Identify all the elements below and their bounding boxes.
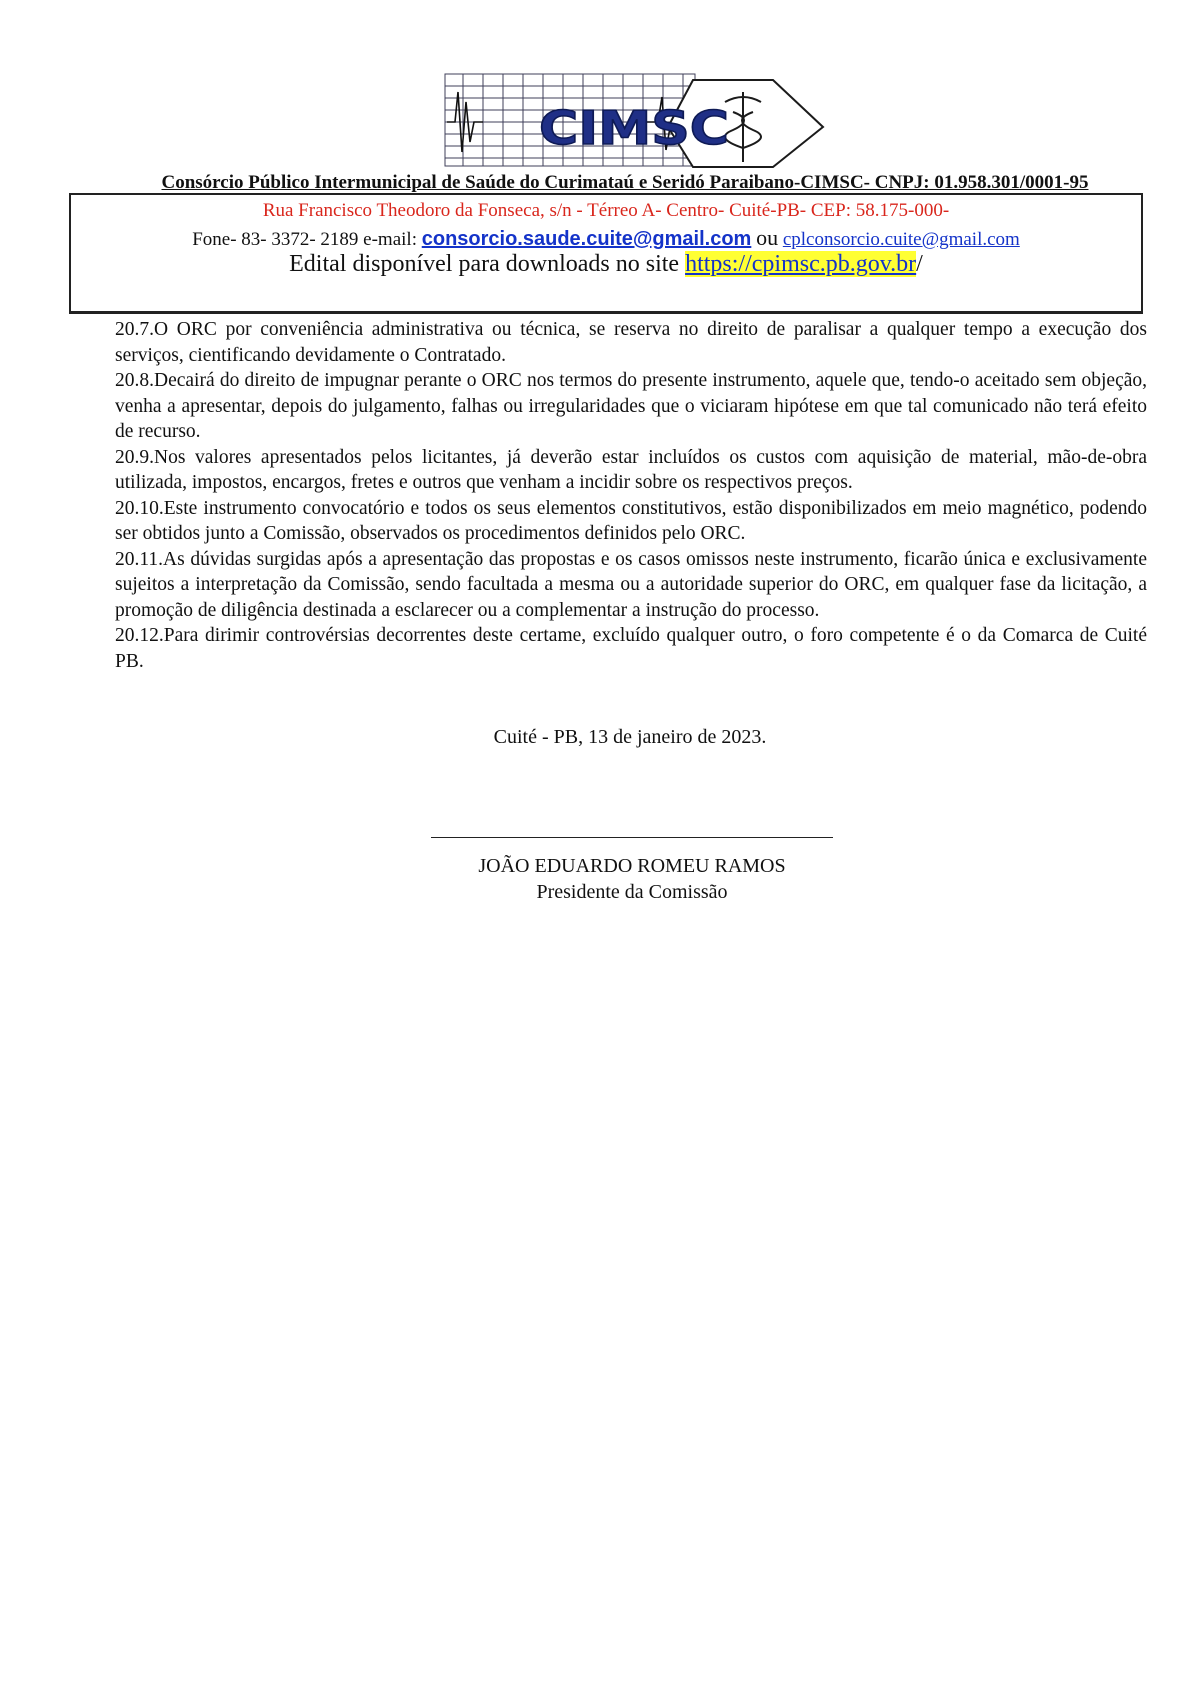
primary-email-link[interactable]: consorcio.saude.cuite@gmail.com: [421, 228, 752, 250]
header-contact-box: [69, 193, 1143, 314]
secondary-email-link[interactable]: cplconsorcio.cuite@gmail.com: [782, 229, 1020, 250]
clause-20-10: 20.10.Este instrumento convocatório e todos os seus elementos constitutivos, estão disponibilizados em meio magnético, podendo ser obtidos junto a Comissão, observados os procedimentos definidos pelo ORC.: [115, 497, 1147, 544]
phone-label: Fone- 83- 3372- 2189 e-mail:: [192, 229, 417, 250]
site-suffix: /: [916, 251, 923, 277]
clauses-section: [115, 317, 1147, 674]
clause-20-9: 20.9.Nos valores apresentados pelos licitantes, já deverão estar incluídos os custos com aquisição de material, mão-de-obra utilizada, impostos, encargos, fretes e outros que venham a incidir sobre os respectivos preços.: [115, 446, 1147, 493]
signature-line: [431, 837, 833, 838]
contact-line: [71, 225, 1141, 251]
site-link[interactable]: https://cpimsc.pb.gov.br: [685, 251, 917, 277]
email-separator: ou: [756, 225, 779, 250]
svg-text:CIMSC: CIMSC: [539, 101, 729, 155]
edital-prefix: Edital disponível para downloads no site: [289, 251, 680, 277]
edital-availability-line: [71, 251, 1141, 278]
organization-title: Consórcio Público Intermunicipal de Saúde do Curimataú e Seridó Paraibano-CIMSC- CNPJ: 01.958.301/0001-95: [161, 172, 1089, 193]
clause-20-7: 20.7.O ORC por conveniência administrativa ou técnica, se reserva no direito de paralisar a qualquer tempo a execução dos serviços, cientificando devidamente o Contratado.: [115, 319, 1147, 366]
clause-20-11: 20.11.As dúvidas surgidas após a apresentação das propostas e os casos omissos neste instrumento, ficarão única e exclusivamente sujeitos a interpretação da Comissão, sendo facultada a mesma ou a autoridade superior do ORC, em qualquer fase da licitação, a promoção de diligência destinada a esclarecer ou a complementar a instrução do processo.: [115, 548, 1147, 621]
address-line: Rua Francisco Theodoro da Fonseca, s/n - Térreo A- Centro- Cuité-PB- CEP: 58.175-000-: [262, 200, 950, 221]
clause-20-8: 20.8.Decairá do direito de impugnar perante o ORC nos termos do presente instrumento, aquele que, tendo-o aceitado sem objeção, venha a apresentar, depois do julgamento, falhas ou irregularidades que o viciaram hipótese em que tal comunicado não terá efeito de recurso.: [115, 370, 1147, 442]
date-line: Cuité - PB, 13 de janeiro de 2023.: [493, 726, 767, 748]
clause-20-12: 20.12.Para dirimir controvérsias decorrentes deste certame, excluído qualquer outro, o foro competente é o da Comarca de Cuité PB.: [115, 625, 1147, 672]
signatory-name: JOÃO EDUARDO ROMEU RAMOS: [478, 855, 786, 877]
signatory-role: Presidente da Comissão: [536, 881, 728, 903]
cimsc-logo: [443, 72, 828, 172]
